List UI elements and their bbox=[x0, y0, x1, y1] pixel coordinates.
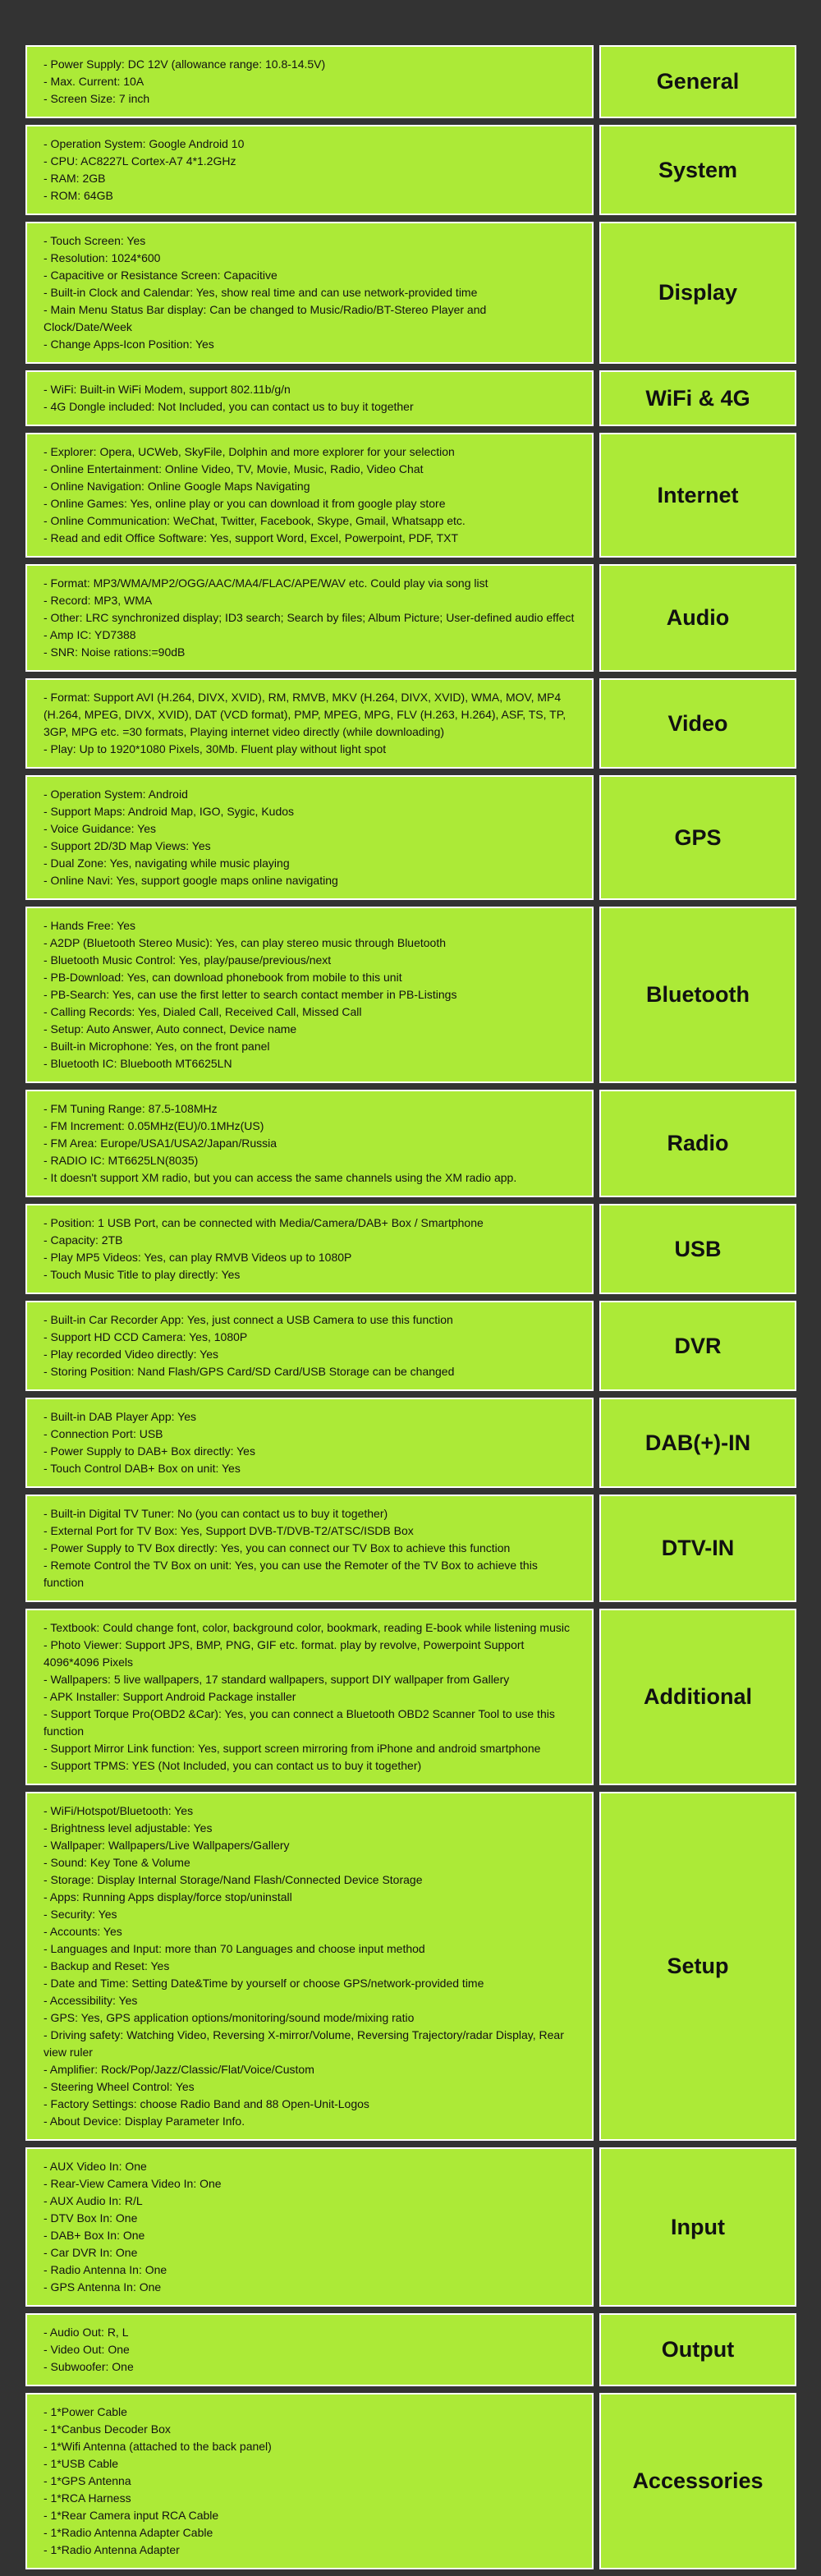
spec-section-row bbox=[25, 45, 796, 118]
spec-line: - Rear-View Camera Video In: One bbox=[44, 2177, 222, 2190]
spec-line: - Format: Support AVI (H.264, DIVX, XVID), RM, RMVB, MKV (H.264, DIVX, XVID), WMA, MOV, MP4 (H.264, MPEG, DIVX, XVID), DAT (VCD format), PMP, MPEG, MPG, FLV (H.263, H.264), ASF, TS, TP, 3GP, MPG etc. =30 formats, Playing internet video directly (while downloading) bbox=[44, 691, 566, 738]
spec-title-cell bbox=[599, 222, 796, 364]
spec-title-cell bbox=[599, 125, 796, 215]
spec-line: - Max. Current: 10A bbox=[44, 75, 144, 88]
spec-line: - Wallpapers: 5 live wallpapers, 17 standard wallpapers, support DIY wallpaper from Gallery bbox=[44, 1673, 510, 1686]
spec-line: - Touch Music Title to play directly: Yes bbox=[44, 1268, 241, 1281]
spec-section-title: Display bbox=[658, 280, 738, 305]
spec-section-title: DAB(+)-IN bbox=[644, 1430, 751, 1455]
spec-line: - Audio Out: R, L bbox=[44, 2326, 129, 2339]
spec-line: - Date and Time: Setting Date&Time by yourself or choose GPS/network-provided time bbox=[44, 1977, 484, 1990]
spec-line: - Resolution: 1024*600 bbox=[44, 251, 161, 264]
spec-line: - 4G Dongle included: Not Included, you can contact us to buy it together bbox=[44, 400, 414, 413]
spec-line: - Support Maps: Android Map, IGO, Sygic, Kudos bbox=[44, 805, 295, 818]
spec-section-title: Output bbox=[661, 2337, 735, 2362]
spec-line: - 1*Radio Antenna Adapter bbox=[44, 2543, 180, 2556]
spec-title-cell bbox=[599, 678, 796, 769]
spec-line: - Radio Antenna In: One bbox=[44, 2263, 167, 2276]
spec-section-row bbox=[25, 1301, 796, 1391]
spec-section-row bbox=[25, 2313, 796, 2386]
spec-line: - Storing Position: Nand Flash/GPS Card/SD Card/USB Storage can be changed bbox=[44, 1365, 455, 1378]
spec-line: - FM Tuning Range: 87.5-108MHz bbox=[44, 1102, 218, 1115]
spec-line: - Change Apps-Icon Position: Yes bbox=[44, 337, 214, 351]
spec-details-cell bbox=[25, 1090, 594, 1197]
spec-line: - 1*Wifi Antenna (attached to the back panel) bbox=[44, 2440, 272, 2453]
spec-line: - It doesn't support XM radio, but you can access the same channels using the XM radio app. bbox=[44, 1171, 517, 1184]
spec-line: - Other: LRC synchronized display; ID3 search; Search by files; Album Picture; User-defined audio effect bbox=[44, 611, 575, 624]
spec-line: - Built-in Clock and Calendar: Yes, show real time and can use network-provided time bbox=[44, 286, 478, 299]
spec-line: - Languages and Input: more than 70 Languages and choose input method bbox=[44, 1942, 425, 1955]
spec-section-title: General bbox=[656, 69, 740, 94]
spec-line: - Read and edit Office Software: Yes, support Word, Excel, Powerpoint, PDF, TXT bbox=[44, 531, 459, 544]
spec-line: - Operation System: Google Android 10 bbox=[44, 137, 245, 150]
spec-line: - Connection Port: USB bbox=[44, 1427, 163, 1440]
spec-title-cell bbox=[599, 2393, 796, 2569]
spec-line: - Touch Screen: Yes bbox=[44, 234, 146, 247]
spec-line: - Remote Control the TV Box on unit: Yes, you can use the Remoter of the TV Box to achieve this function bbox=[44, 1559, 538, 1589]
spec-line: - Video Out: One bbox=[44, 2343, 130, 2356]
spec-line: - WiFi: Built-in WiFi Modem, support 802.11b/g/n bbox=[44, 383, 291, 396]
spec-line: - Setup: Auto Answer, Auto connect, Device name bbox=[44, 1022, 297, 1035]
spec-section-title: System bbox=[658, 157, 738, 182]
spec-section-row bbox=[25, 125, 796, 215]
spec-line: - Support Mirror Link function: Yes, support screen mirroring from iPhone and android smartphone bbox=[44, 1742, 541, 1755]
spec-line: - Textbook: Could change font, color, background color, bookmark, reading E-book while listening music bbox=[44, 1621, 570, 1634]
spec-line: - Position: 1 USB Port, can be connected with Media/Camera/DAB+ Box / Smartphone bbox=[44, 1216, 484, 1229]
spec-details-cell bbox=[25, 433, 594, 558]
spec-details-cell bbox=[25, 45, 594, 118]
spec-line: - RAM: 2GB bbox=[44, 172, 106, 185]
spec-details-cell bbox=[25, 1495, 594, 1602]
spec-details-cell bbox=[25, 1398, 594, 1488]
spec-details-cell bbox=[25, 2313, 594, 2386]
spec-line: - Hands Free: Yes bbox=[44, 919, 136, 932]
spec-title-cell bbox=[599, 2147, 796, 2307]
spec-line: - 1*RCA Harness bbox=[44, 2491, 131, 2505]
spec-section-row bbox=[25, 907, 796, 1083]
spec-section-row bbox=[25, 1398, 796, 1488]
spec-line: - Steering Wheel Control: Yes bbox=[44, 2080, 195, 2093]
spec-line: - SNR: Noise rations:=90dB bbox=[44, 645, 186, 659]
spec-details-cell bbox=[25, 1204, 594, 1294]
spec-title-cell bbox=[599, 2313, 796, 2386]
spec-line: - Power Supply to DAB+ Box directly: Yes bbox=[44, 1444, 255, 1458]
spec-line: - 1*Radio Antenna Adapter Cable bbox=[44, 2526, 213, 2539]
spec-section-title: WiFi & 4G bbox=[645, 385, 750, 411]
spec-title-cell bbox=[599, 1090, 796, 1197]
spec-line: - Support 2D/3D Map Views: Yes bbox=[44, 839, 211, 852]
spec-line: - FM Increment: 0.05MHz(EU)/0.1MHz(US) bbox=[44, 1119, 264, 1132]
spec-line: - Wallpaper: Wallpapers/Live Wallpapers/Gallery bbox=[44, 1839, 290, 1852]
spec-section-row bbox=[25, 222, 796, 364]
spec-line: - Online Navigation: Online Google Maps Navigating bbox=[44, 480, 310, 493]
spec-title-cell bbox=[599, 775, 796, 900]
spec-line: - APK Installer: Support Android Package installer bbox=[44, 1690, 296, 1703]
spec-section-row bbox=[25, 1495, 796, 1602]
spec-line: - Driving safety: Watching Video, Reversing X-mirror/Volume, Reversing Trajectory/radar Display, Rear view ruler bbox=[44, 2028, 564, 2059]
spec-line: - 1*Rear Camera input RCA Cable bbox=[44, 2509, 219, 2522]
spec-line: - Sound: Key Tone & Volume bbox=[44, 1856, 190, 1869]
spec-line: - WiFi/Hotspot/Bluetooth: Yes bbox=[44, 1804, 194, 1817]
spec-title-cell bbox=[599, 907, 796, 1083]
spec-section-row bbox=[25, 1609, 796, 1785]
spec-line: - CPU: AC8227L Cortex-A7 4*1.2GHz bbox=[44, 154, 236, 168]
spec-section-row bbox=[25, 433, 796, 558]
spec-section-title: Internet bbox=[657, 482, 739, 507]
spec-section-title: GPS bbox=[674, 824, 722, 850]
spec-line: - Touch Control DAB+ Box on unit: Yes bbox=[44, 1462, 241, 1475]
spec-line: - DAB+ Box In: One bbox=[44, 2229, 145, 2242]
spec-line: - Online Communication: WeChat, Twitter, Facebook, Skype, Gmail, Whatsapp etc. bbox=[44, 514, 466, 527]
spec-line: - Support HD CCD Camera: Yes, 1080P bbox=[44, 1330, 248, 1343]
spec-line: - A2DP (Bluetooth Stereo Music): Yes, can play stereo music through Bluetooth bbox=[44, 936, 447, 949]
spec-line: - Online Navi: Yes, support google maps online navigating bbox=[44, 874, 338, 887]
spec-line: - 1*Canbus Decoder Box bbox=[44, 2422, 171, 2436]
spec-line: - DTV Box In: One bbox=[44, 2211, 138, 2225]
spec-title-cell bbox=[599, 1204, 796, 1294]
spec-line: - Brightness level adjustable: Yes bbox=[44, 1821, 213, 1834]
spec-line: - 1*GPS Antenna bbox=[44, 2474, 131, 2487]
spec-line: - Amplifier: Rock/Pop/Jazz/Classic/Flat/Voice/Custom bbox=[44, 2063, 314, 2076]
spec-details-cell bbox=[25, 2393, 594, 2569]
spec-line: - Power Supply: DC 12V (allowance range: 10.8-14.5V) bbox=[44, 57, 326, 71]
spec-line: - Factory Settings: choose Radio Band and 88 Open-Unit-Logos bbox=[44, 2097, 369, 2110]
spec-line: - PB-Download: Yes, can download phonebook from mobile to this unit bbox=[44, 971, 402, 984]
spec-title-cell bbox=[599, 1398, 796, 1488]
spec-line: - Operation System: Android bbox=[44, 787, 188, 801]
spec-line: - 1*Power Cable bbox=[44, 2405, 127, 2418]
spec-line: - Built-in Car Recorder App: Yes, just connect a USB Camera to use this function bbox=[44, 1313, 453, 1326]
spec-line: - Storage: Display Internal Storage/Nand Flash/Connected Device Storage bbox=[44, 1873, 423, 1886]
spec-title-cell bbox=[599, 45, 796, 118]
spec-section-row bbox=[25, 564, 796, 672]
spec-section-title: Bluetooth bbox=[646, 982, 750, 1007]
spec-details-cell bbox=[25, 222, 594, 364]
spec-line: - Accounts: Yes bbox=[44, 1925, 122, 1938]
spec-line: - AUX Audio In: R/L bbox=[44, 2194, 143, 2207]
spec-line: - Online Entertainment: Online Video, TV, Movie, Music, Radio, Video Chat bbox=[44, 462, 424, 475]
spec-section-title: DVR bbox=[674, 1333, 722, 1358]
spec-line: - Support TPMS: YES (Not Included, you can contact us to buy it together) bbox=[44, 1759, 422, 1772]
spec-details-cell bbox=[25, 1301, 594, 1391]
spec-title-cell bbox=[599, 1792, 796, 2141]
spec-line: - RADIO IC: MT6625LN(8035) bbox=[44, 1154, 199, 1167]
spec-line: - Format: MP3/WMA/MP2/OGG/AAC/MA4/FLAC/APE/WAV etc. Could play via song list bbox=[44, 576, 488, 590]
spec-line: - Main Menu Status Bar display: Can be changed to Music/Radio/BT-Stereo Player and Clock/Date/Week bbox=[44, 303, 487, 333]
spec-section-row bbox=[25, 1090, 796, 1197]
spec-section-title: Setup bbox=[667, 1954, 729, 1978]
spec-section-row bbox=[25, 1792, 796, 2141]
spec-line: - Bluetooth Music Control: Yes, play/pause/previous/next bbox=[44, 953, 332, 967]
spec-section-row bbox=[25, 370, 796, 426]
spec-line: - About Device: Display Parameter Info. bbox=[44, 2115, 245, 2128]
spec-line: - External Port for TV Box: Yes, Support DVB-T/DVB-T2/ATSC/ISDB Box bbox=[44, 1524, 414, 1537]
spec-line: - ROM: 64GB bbox=[44, 189, 113, 202]
spec-line: - Security: Yes bbox=[44, 1908, 117, 1921]
spec-section-title: Radio bbox=[667, 1131, 729, 1155]
spec-line: - Capacity: 2TB bbox=[44, 1233, 123, 1247]
spec-line: - Voice Guidance: Yes bbox=[44, 822, 156, 835]
spec-section-row bbox=[25, 2393, 796, 2569]
spec-line: - Play recorded Video directly: Yes bbox=[44, 1348, 218, 1361]
spec-section-title: Video bbox=[667, 710, 728, 736]
spec-details-cell bbox=[25, 1609, 594, 1785]
spec-section-title: Additional bbox=[644, 1684, 752, 1709]
spec-line: - Built-in Microphone: Yes, on the front panel bbox=[44, 1040, 270, 1053]
spec-title-cell bbox=[599, 1301, 796, 1391]
spec-section-title: Accessories bbox=[632, 2468, 764, 2493]
spec-title-cell bbox=[599, 1495, 796, 1602]
spec-line: - Support Torque Pro(OBD2 &Car): Yes, you can connect a Bluetooth OBD2 Scanner Tool to use this function bbox=[44, 1707, 555, 1738]
spec-details-cell bbox=[25, 678, 594, 769]
spec-line: - Car DVR In: One bbox=[44, 2246, 138, 2259]
spec-line: - Built-in DAB Player App: Yes bbox=[44, 1410, 196, 1423]
spec-line: - Built-in Digital TV Tuner: No (you can contact us to buy it together) bbox=[44, 1507, 388, 1520]
spec-title-cell bbox=[599, 1609, 796, 1785]
spec-line: - Play MP5 Videos: Yes, can play RMVB Videos up to 1080P bbox=[44, 1251, 352, 1264]
spec-details-cell bbox=[25, 907, 594, 1083]
spec-section-row bbox=[25, 2147, 796, 2307]
spec-section-title: Audio bbox=[666, 605, 730, 630]
spec-title-cell bbox=[599, 433, 796, 558]
spec-line: - Play: Up to 1920*1080 Pixels, 30Mb. Fluent play without light spot bbox=[44, 742, 387, 755]
spec-line: - AUX Video In: One bbox=[44, 2160, 147, 2173]
spec-title-cell bbox=[599, 370, 796, 426]
spec-section-row bbox=[25, 775, 796, 900]
spec-line: - Backup and Reset: Yes bbox=[44, 1959, 170, 1972]
spec-line: - GPS Antenna In: One bbox=[44, 2280, 162, 2294]
spec-line: - Power Supply to TV Box directly: Yes, you can connect our TV Box to achieve this function bbox=[44, 1541, 511, 1554]
spec-section-title: DTV-IN bbox=[661, 1536, 735, 1560]
spec-line: - Photo Viewer: Support JPS, BMP, PNG, GIF etc. format. play by revolve, Powerpoint Support 4096*4096 Pixels bbox=[44, 1638, 525, 1669]
spec-line: - 1*USB Cable bbox=[44, 2457, 119, 2470]
spec-details-cell bbox=[25, 1792, 594, 2141]
spec-details-cell bbox=[25, 125, 594, 215]
spec-line: - Bluetooth IC: Bluebooth MT6625LN bbox=[44, 1057, 232, 1070]
spec-line: - FM Area: Europe/USA1/USA2/Japan/Russia bbox=[44, 1136, 277, 1150]
spec-line: - Amp IC: YD7388 bbox=[44, 628, 136, 641]
spec-title-cell bbox=[599, 564, 796, 672]
spec-section-row bbox=[25, 678, 796, 769]
spec-details-cell bbox=[25, 564, 594, 672]
spec-line: - Screen Size: 7 inch bbox=[44, 92, 150, 105]
spec-line: - Online Games: Yes, online play or you can download it from google play store bbox=[44, 497, 446, 510]
spec-line: - Calling Records: Yes, Dialed Call, Received Call, Missed Call bbox=[44, 1005, 362, 1018]
spec-line: - Capacitive or Resistance Screen: Capacitive bbox=[44, 269, 277, 282]
spec-line: - PB-Search: Yes, can use the first letter to search contact member in PB-Listings bbox=[44, 988, 457, 1001]
spec-sheet bbox=[25, 45, 796, 2576]
spec-section-title: Input bbox=[671, 2214, 725, 2239]
spec-details-cell bbox=[25, 370, 594, 426]
spec-details-cell bbox=[25, 775, 594, 900]
spec-line: - Dual Zone: Yes, navigating while music playing bbox=[44, 856, 290, 870]
spec-line: - Record: MP3, WMA bbox=[44, 594, 153, 607]
spec-line: - Explorer: Opera, UCWeb, SkyFile, Dolphin and more explorer for your selection bbox=[44, 445, 455, 458]
spec-line: - Accessibility: Yes bbox=[44, 1994, 138, 2007]
spec-section-row bbox=[25, 1204, 796, 1294]
spec-details-cell bbox=[25, 2147, 594, 2307]
spec-line: - Subwoofer: One bbox=[44, 2360, 134, 2373]
spec-line: - GPS: Yes, GPS application options/monitoring/sound mode/mixing ratio bbox=[44, 2011, 415, 2024]
spec-section-title: USB bbox=[674, 1236, 722, 1261]
spec-line: - Apps: Running Apps display/force stop/uninstall bbox=[44, 1890, 292, 1903]
